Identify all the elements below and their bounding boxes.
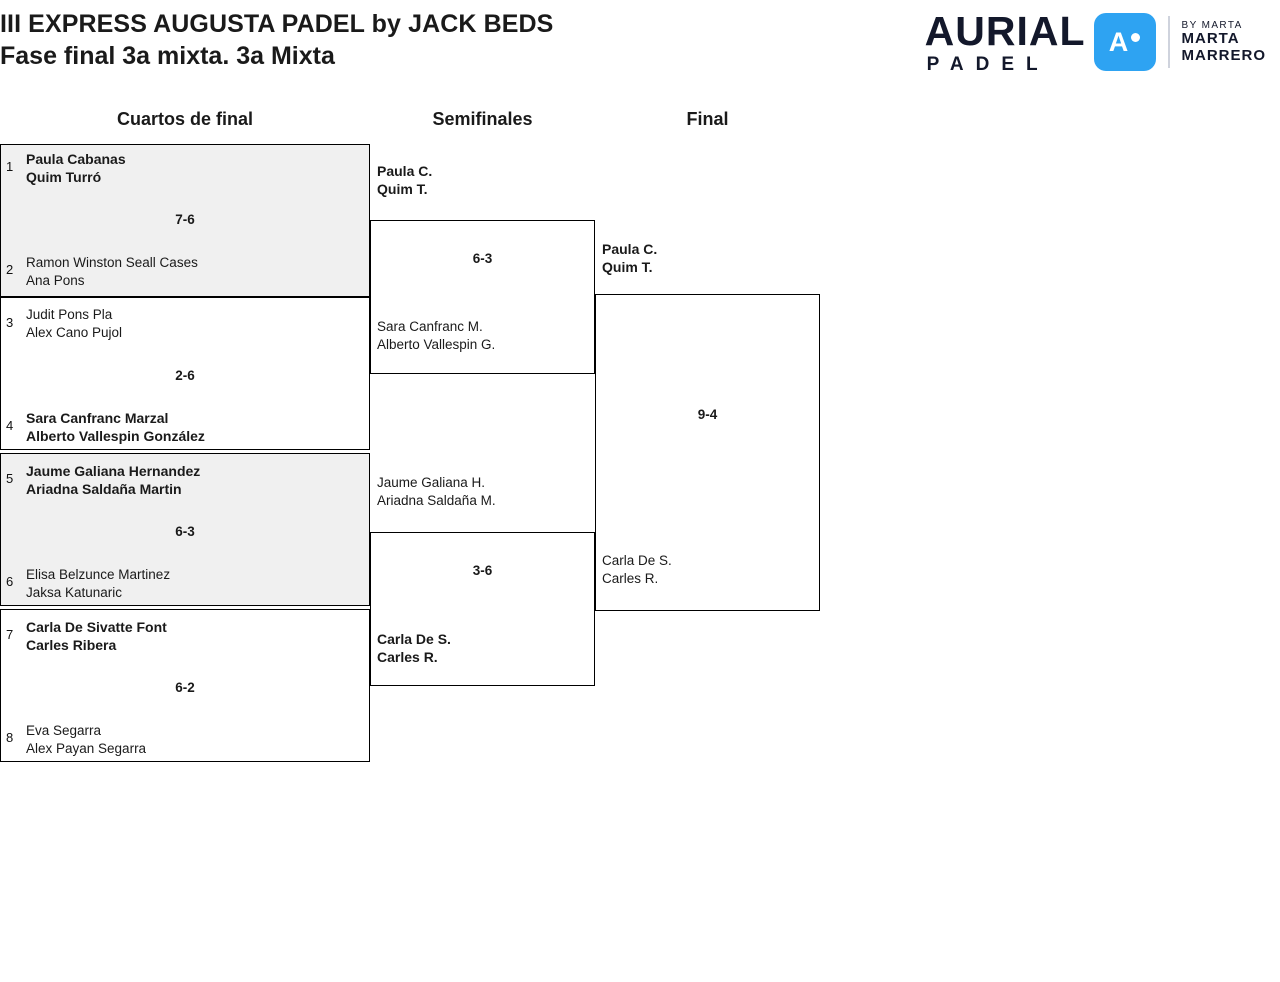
team-qf1-bottom — [26, 254, 198, 290]
player-name: Quim T. — [377, 181, 428, 197]
player-name: Alberto Vallespin G. — [377, 337, 496, 352]
seed-number-3: 3 — [6, 315, 14, 330]
player-name: Ramon Winston Seall Cases — [26, 255, 198, 270]
team-qf3-top — [26, 462, 200, 498]
seed-number-4: 4 — [6, 418, 14, 433]
player-name: Carles R. — [602, 571, 659, 586]
team-sf2-bottom — [377, 630, 451, 666]
player-name: Eva Segarra — [26, 723, 102, 738]
team-sf1-bottom — [377, 318, 495, 354]
logo-brand-sub: PADEL — [926, 53, 1050, 75]
player-name: Carles R. — [377, 649, 438, 665]
team-qf1-top — [26, 150, 126, 186]
team-sf1-top — [377, 162, 432, 198]
logo-badge-letter: A — [1108, 26, 1129, 57]
player-name: Quim Turró — [26, 169, 102, 185]
player-name: Sara Canfranc M. — [377, 319, 483, 334]
tournament-phase: Fase final 3a mixta. 3a Mixta — [0, 42, 335, 70]
score-qf2: 2-6 — [175, 368, 195, 383]
player-name: Paula C. — [377, 163, 433, 179]
team-sf2-top — [377, 474, 496, 510]
player-name: Quim T. — [602, 259, 653, 275]
player-name: Ana Pons — [26, 273, 85, 288]
score-qf3: 6-3 — [175, 524, 195, 539]
player-name: Alex Payan Segarra — [26, 741, 147, 756]
player-name: Carles Ribera — [26, 637, 117, 653]
logo-byline-name2: MARRERO — [1181, 46, 1266, 64]
seed-number-7: 7 — [6, 627, 14, 642]
player-name: Paula Cabanas — [26, 151, 126, 167]
seed-number-6: 6 — [6, 574, 14, 589]
team-qf2-bottom — [26, 409, 205, 445]
player-name: Sara Canfranc Marzal — [26, 410, 169, 426]
team-qf2-top — [26, 306, 122, 342]
logo-byline-name1: MARTA — [1181, 29, 1240, 47]
player-name: Paula C. — [602, 241, 658, 257]
seed-number-5: 5 — [6, 471, 14, 486]
player-name: Carla De Sivatte Font — [26, 619, 167, 635]
player-name: Alberto Vallespin González — [26, 428, 205, 444]
score-final: 9-4 — [697, 407, 718, 422]
player-name: Carla De S. — [602, 553, 672, 568]
player-name: Jaume Galiana H. — [377, 475, 486, 490]
score-qf4: 6-2 — [175, 680, 195, 695]
round-heading-final: Final — [686, 109, 729, 129]
logo-brand-name: AURIAL — [924, 7, 1086, 54]
player-name: Alex Cano Pujol — [26, 325, 123, 340]
player-name: Ariadna Saldaña M. — [377, 493, 496, 508]
logo-byline-prefix: BY MARTA — [1181, 19, 1243, 31]
team-qf3-bottom — [26, 566, 170, 602]
score-sf1: 6-3 — [472, 251, 493, 266]
player-name: Judit Pons Pla — [26, 307, 113, 322]
player-name: Elisa Belzunce Martinez — [26, 567, 171, 582]
seed-number-1: 1 — [6, 159, 14, 174]
seed-number-8: 8 — [6, 730, 14, 745]
player-name: Jaume Galiana Hernandez — [26, 463, 201, 479]
team-final-bottom — [602, 552, 672, 588]
team-qf4-top — [26, 618, 167, 654]
seed-number-2: 2 — [6, 262, 14, 277]
player-name: Ariadna Saldaña Martin — [26, 481, 182, 497]
team-final-top — [602, 240, 657, 276]
player-name: Jaksa Katunaric — [26, 585, 123, 600]
round-heading-quarterfinals: Cuartos de final — [116, 109, 254, 129]
score-qf1: 7-6 — [175, 212, 195, 227]
player-name: Carla De S. — [377, 631, 451, 647]
team-qf4-bottom — [26, 722, 146, 758]
round-heading-semifinals: Semifinales — [432, 109, 533, 129]
tournament-name: III EXPRESS AUGUSTA PADEL by JACK BEDS — [0, 10, 554, 38]
score-sf2: 3-6 — [472, 563, 493, 578]
